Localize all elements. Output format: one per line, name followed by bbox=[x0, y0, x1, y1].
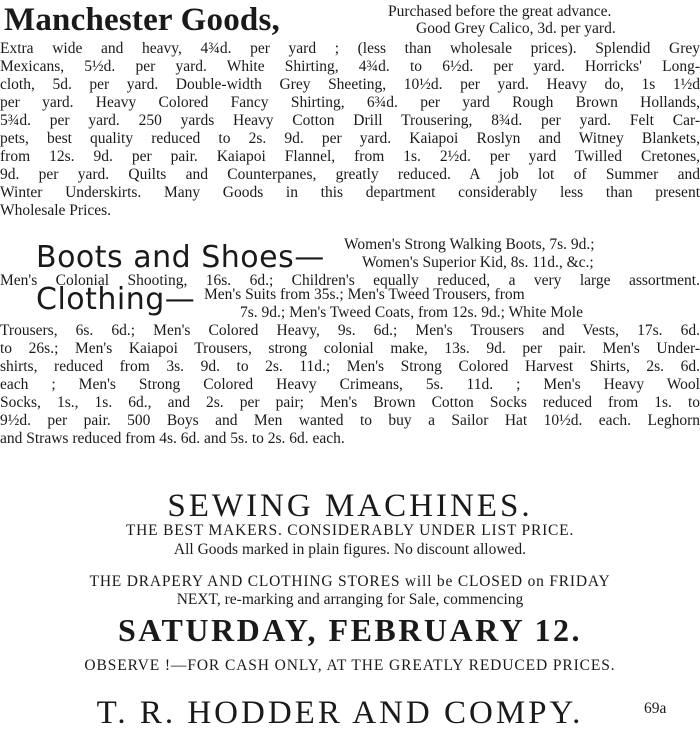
company-name: T. R. HODDER AND COMPY. bbox=[96, 695, 584, 731]
manchester-intro-line-1: Purchased before the great advance. bbox=[388, 3, 612, 20]
manchester-line: Mexicans, 5½d. per yard. White Shirting, 4¾d. to 6½d. per yard. Horricks' Long- bbox=[0, 58, 700, 75]
manchester-line: Wholesale Prices. bbox=[0, 202, 112, 219]
manchester-goods-heading: Manchester Goods, bbox=[4, 2, 280, 38]
advert-code: 69a bbox=[644, 700, 667, 717]
boots-intro-line-2: Women's Superior Kid, 8s. 11d., &c.; bbox=[362, 254, 594, 271]
observe-cash-only: OBSERVE !—FOR CASH ONLY, AT THE GREATLY REDUCED PRICES. bbox=[84, 657, 616, 674]
clothing-line: 9½d. per pair. 500 Boys and Men wanted to buy a Sailor Hat 10½d. each. Leghorn bbox=[0, 412, 700, 429]
plain-figures-line: All Goods marked in plain figures. No discount allowed. bbox=[173, 541, 527, 558]
best-makers-line: THE BEST MAKERS. CONSIDERABLY UNDER LIST PRICE. bbox=[125, 522, 575, 539]
clothing-line: to 26s.; Men's Kaiapoi Trousers, strong colonial make, 13s. 9d. per pair. Men's Under- bbox=[0, 340, 700, 357]
stores-closed-line: THE DRAPERY AND CLOTHING STORES will be CLOSED on FRIDAY bbox=[89, 573, 611, 590]
remarking-line: NEXT, re-marking and arranging for Sale, commencing bbox=[176, 591, 524, 608]
manchester-line: per yard. Heavy Colored Fancy Shirting, 6¾d. per yard Rough Brown Hollands, bbox=[0, 94, 700, 111]
manchester-line: Extra wide and heavy, 4¾d. per yard ; (less than wholesale prices). Splendid Grey bbox=[0, 40, 700, 57]
sale-date: SATURDAY, FEBRUARY 12. bbox=[117, 612, 582, 648]
manchester-line: from 12s. 9d. per pair. Kaiapoi Flannel, from 1s. 2½d. per yard Twilled Cretones, bbox=[0, 148, 700, 165]
clothing-heading: Clothing— bbox=[36, 282, 196, 317]
clothing-line: Trousers, 6s. 6d.; Men's Colored Heavy, 9s. 6d.; Men's Trousers and Vests, 17s. 6d. bbox=[0, 322, 700, 339]
manchester-line: cloth, 5d. per yard. Double-width Grey Sheeting, 10½d. per yard. Heavy do, 1s 1½d bbox=[0, 76, 700, 93]
clothing-line: shirts, reduced from 3s. 9d. to 2s. 11d.; Men's Strong Colored Harvest Shirts, 2s. 6d. bbox=[0, 358, 700, 375]
boots-intro-line-1: Women's Strong Walking Boots, 7s. 9d.; bbox=[344, 236, 595, 253]
boots-line: Men's Colonial Shooting, 16s. 6d.; Children's equally reduced, a very large assortment. bbox=[0, 272, 700, 289]
manchester-line: 9d. per yard. Quilts and Counterpanes, greatly reduced. A job lot of Summer and bbox=[0, 166, 700, 183]
clothing-line: each ; Men's Strong Colored Heavy Crimeans, 5s. 11d. ; Men's Heavy Wool bbox=[0, 376, 700, 393]
manchester-line: pets, best quality reduced to 2s. 9d. per yard. Kaiapoi Roslyn and Witney Blankets, bbox=[0, 130, 700, 147]
boots-and-shoes-heading: Boots and Shoes— bbox=[36, 240, 325, 275]
sewing-machines-heading: SEWING MACHINES. bbox=[167, 488, 533, 524]
manchester-intro-line-2: Good Grey Calico, 3d. per yard. bbox=[416, 20, 616, 37]
manchester-line: 5¾d. per yard. 250 yards Heavy Cotton Drill Trousering, 8¾d. per yard. Felt Car- bbox=[0, 112, 700, 129]
clothing-intro-line-1: Men's Suits from 35s.; Men's Tweed Trousers, from bbox=[204, 286, 525, 303]
clothing-line: and Straws reduced from 4s. 6d. and 5s. to 2s. 6d. each. bbox=[0, 430, 345, 447]
clothing-intro-line-2: 7s. 9d.; Men's Tweed Coats, from 12s. 9d.; White Mole bbox=[240, 304, 583, 321]
clothing-line: Socks, 1s., 1s. 6d., and 2s. per pair; Men's Brown Cotton Socks reduced from 1s. to bbox=[0, 394, 700, 411]
manchester-line: Winter Underskirts. Many Goods in this department considerably less than present bbox=[0, 184, 700, 201]
